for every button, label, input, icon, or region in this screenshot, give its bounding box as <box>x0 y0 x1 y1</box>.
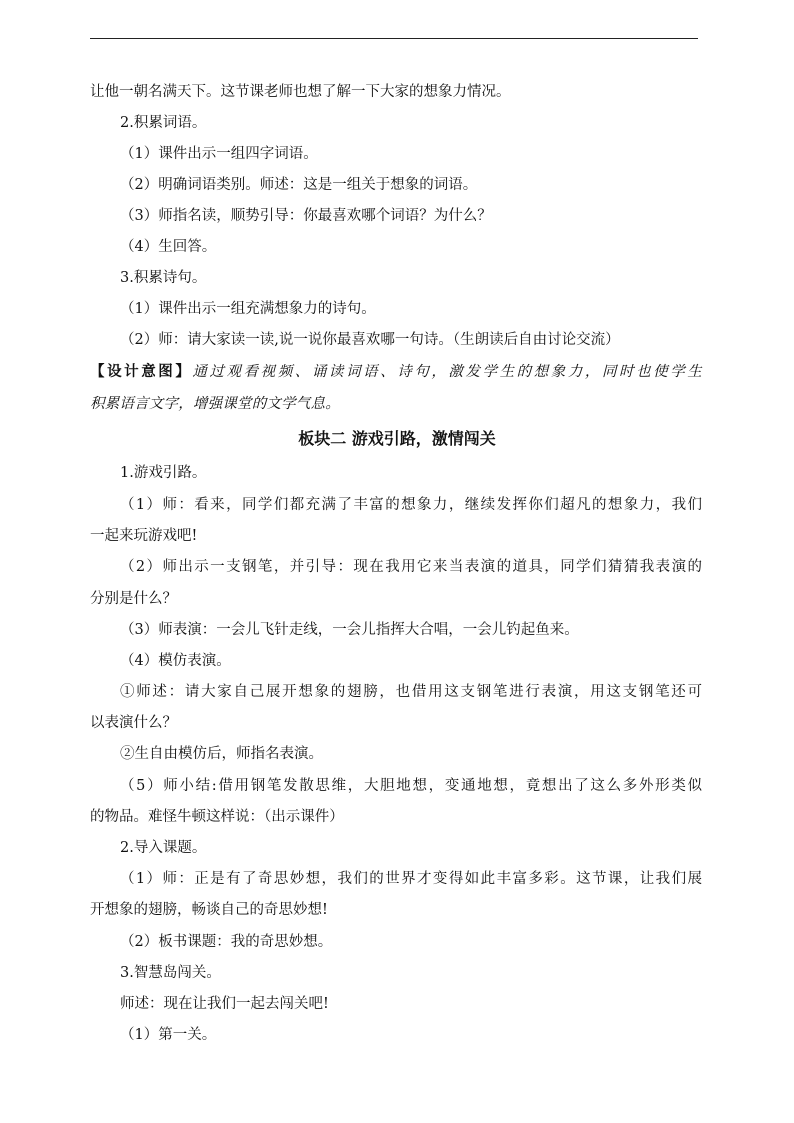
list-item: （2）板书课题：我的奇思妙想。 <box>120 934 333 950</box>
list-item: （1）师：正是有了奇思妙想，我们的世界才变得如此丰富多彩。这节课，让我们展 <box>120 871 702 887</box>
design-intent-text: 通过观看视频、诵读词语、诗句，激发学生的想象力，同时也使学生 <box>192 364 703 380</box>
list-item: （5）师小结:借用钢笔发散思维，大胆地想，变通地想，竟想出了这么多外形类似 <box>120 778 702 794</box>
list-item: （1）第一关。 <box>120 1027 217 1043</box>
item-heading: 2.积累词语。 <box>120 115 207 131</box>
item-heading: 2.导入课题。 <box>120 840 207 856</box>
list-item: （3）师指名读，顺势引导：你最喜欢哪个词语？为什么？ <box>120 208 492 224</box>
design-intent-line: 积累语言文字，增强课堂的文学气息。 <box>90 396 340 412</box>
item-heading: 3.积累诗句。 <box>120 270 207 286</box>
paragraph-line: 开想象的翅膀，畅谈自己的奇思妙想! <box>90 902 328 918</box>
design-intent-label: 【设计意图】 <box>90 363 193 380</box>
list-item: （4）生回答。 <box>120 239 217 255</box>
list-item: （2）师：请大家读一读,说一说你最喜欢哪一句诗。（生朗读后自由讨论交流） <box>120 332 620 348</box>
section-title: 板块二 游戏引路，激情闯关 <box>298 429 496 448</box>
paragraph-line: 一起来玩游戏吧! <box>90 528 198 544</box>
item-heading: 3.智慧岛闯关。 <box>120 965 221 981</box>
item-heading: 1.游戏引路。 <box>120 465 207 481</box>
sub-item: ②生自由模仿后，师指名表演。 <box>120 746 323 762</box>
paragraph-line: 让他一朝名满天下。这节课老师也想了解一下大家的想象力情况。 <box>90 84 511 100</box>
paragraph-line: 以表演什么？ <box>90 715 177 731</box>
list-item: （1）课件出示一组充满想象力的诗句。 <box>120 301 376 317</box>
paragraph-line: 师述：现在让我们一起去闯关吧! <box>120 996 329 1012</box>
paragraph-line: 分别是什么？ <box>90 591 177 607</box>
list-item: （1）师：看来，同学们都充满了丰富的想象力，继续发挥你们超凡的想象力，我们 <box>120 497 702 513</box>
list-item: （2）明确词语类别。师述：这是一组关于想象的词语。 <box>120 177 478 193</box>
paragraph-line: 的物品。难怪牛顿这样说：（出示课件） <box>90 809 344 825</box>
sub-item: ①师述：请大家自己展开想象的翅膀，也借用这支钢笔进行表演，用这支钢笔还可 <box>120 684 702 700</box>
header-rule <box>90 38 698 39</box>
list-item: （4）模仿表演。 <box>120 653 231 669</box>
list-item: （1）课件出示一组四字词语。 <box>120 146 318 162</box>
list-item: （2）师出示一支钢笔，并引导：现在我用它来当表演的道具，同学们猜猜我表演的 <box>120 559 702 575</box>
design-intent-line <box>90 362 702 382</box>
list-item: （3）师表演：一会儿飞针走线，一会儿指挥大合唱，一会儿钓起鱼来。 <box>120 622 579 638</box>
